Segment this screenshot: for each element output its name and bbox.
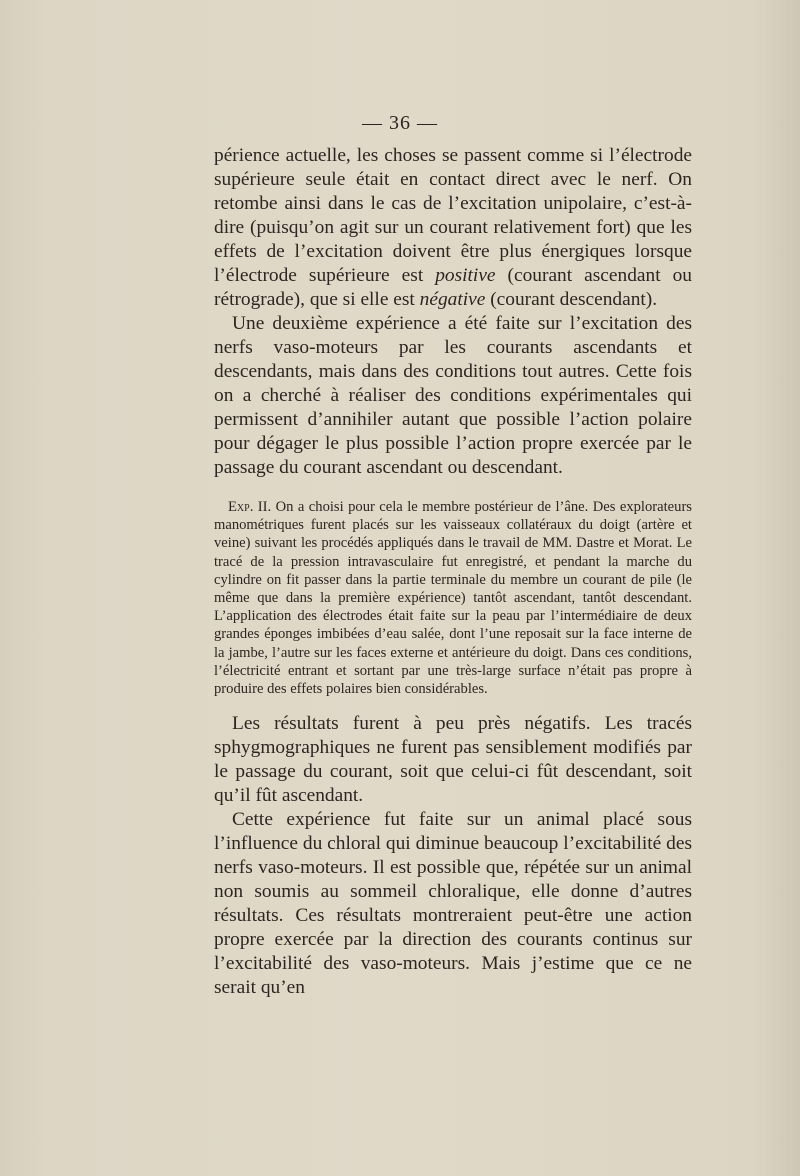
page-number: — 36 — [362,112,438,134]
emphasis-positive: positive [435,265,496,286]
paragraph-1-text-b: (courant ascendant ou rétrograde), que si elle est [214,265,692,310]
experiment-note-paragraph [214,498,692,698]
paragraph-1-text-c: (courant descendant). [485,289,658,310]
paragraph-3: Les résultats furent à peu près négatifs. Les tracés sphygmographiques ne furent pas sensiblement modifiés par le passage du courant, soit que celui-ci fût descendant, soit qu’il fût ascendant. [214,713,692,807]
experiment-label: Exp. II. [228,499,272,515]
emphasis-negative: négative [419,289,486,310]
paragraph-1-text-a: périence actuelle, les choses se passent comme si l’électrode supérieure seule était en contact direct avec le nerf. On retombe ainsi dans le cas de l’excitation unipolaire, c’est-à-dire (puisqu’on agit sur un courant relativement fort) que les effets de l’excitation doivent être plus énergiques lorsque l’électrode supérieure est [214,145,692,286]
paragraph-1 [214,144,692,312]
paragraph-4: Cette expérience fut faite sur un animal placé sous l’influence du chloral qui diminue beaucoup l’excitabilité des nerfs vaso-moteurs. Il est possible que, répétée sur un animal non soumis au sommeil chloralique, elle donne d’autres résultats. Ces résultats montreraient peut-être une action propre exercée par la direction des courants continus sur l’excitabilité des vaso-moteurs. Mais j’estime que ce ne serait qu’en [214,809,692,999]
paragraph-2: Une deuxième expérience a été faite sur l’excitation des nerfs vaso-moteurs par les courants ascendants et descendants, mais dans des conditions tout autres. Cette fois on a cherché à réaliser des conditions expérimentales qui permissent d’annihiler autant que possible l’action polaire pour dégager le plus possible l’action propre exercée par le passage du courant ascendant ou descendant. [214,313,692,478]
experiment-note [214,498,692,698]
page-body [214,144,692,1000]
experiment-text: On a choisi pour cela le membre postérieur de l’âne. Des explorateurs manométriques furent placés sur les vaisseaux collatéraux du doigt (artère et veine) suivant les procédés appliqués dans le travail de MM. Dastre et Morat. Le tracé de la pression intravasculaire fut enregistré, et pendant la marche du cylindre on fit passer dans la partie terminale du membre un courant de pile (le même que dans la première expérience) tantôt ascendant, tantôt descendant. L’application des électrodes était faite sur la peau par l’intermédiaire de deux grandes éponges imbibées d’eau salée, dont l’une reposait sur la face interne de la jambe, l’autre sur les faces externe et antérieure du doigt. Dans ces conditions, l’électricité entrant et sortant par une très-large surface n’était pas propre à produire des effets polaires bien considérables. [214,499,692,698]
